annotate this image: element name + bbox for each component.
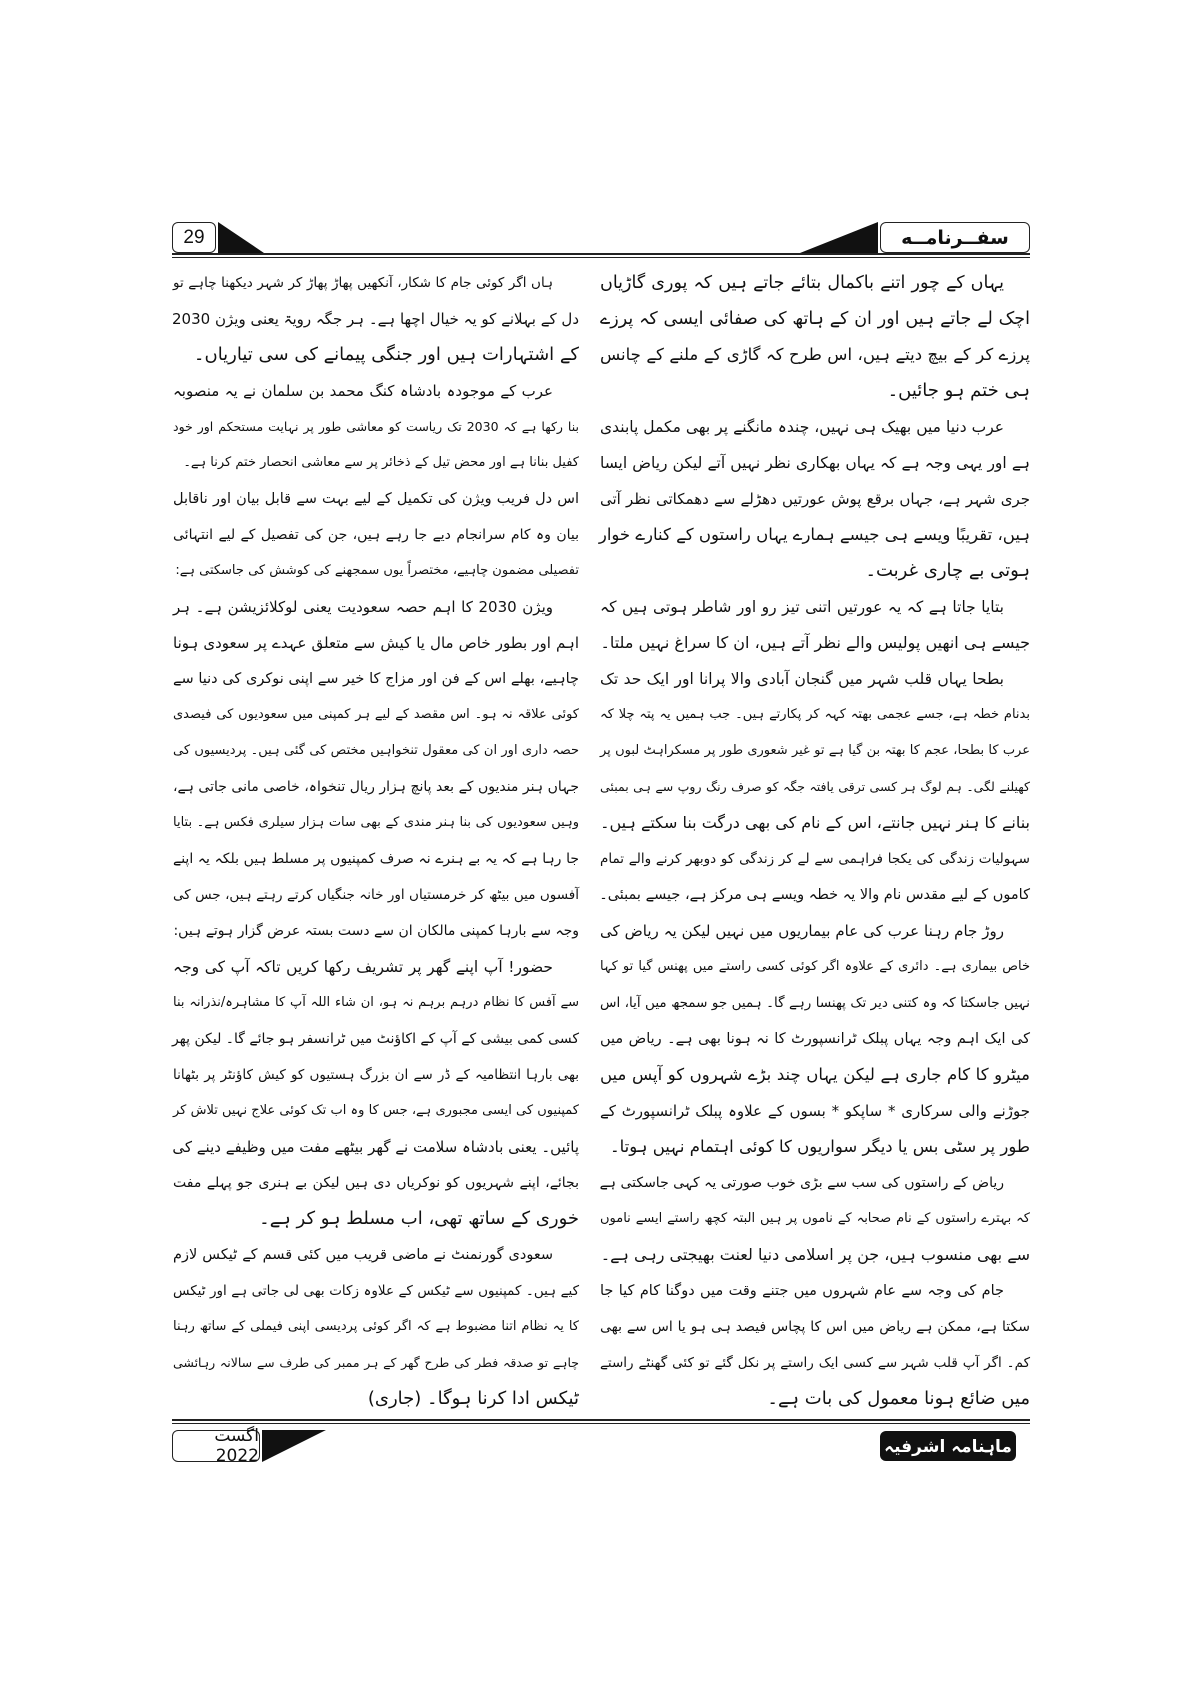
text-line: جا رہا ہے کہ یہ بے ہنرے نہ صرف کمپنیوں پر مسلط ہیں بلکہ یہ اپنے	[173, 851, 579, 867]
text-line: عرب کے موجودہ بادشاہ کنگ محمد بن سلمان نے یہ منصوبہ	[173, 382, 553, 400]
text-line: کم۔ اگر آپ قلب شہر سے کسی ایک راستے پر نکل گئے تو کئی گھنٹے راستے	[600, 1355, 1030, 1371]
footer-rule	[172, 1419, 1030, 1424]
text-line: آفسوں میں بیٹھ کر خرمستیاں اور خانہ جنگیاں کرتے رہتے ہیں، جس کی	[173, 887, 579, 903]
text-line: سے بھی منسوب ہیں، جن پر اسلامی دنیا لعنت بھیجتی رہی ہے۔	[600, 1245, 1030, 1264]
text-line: روڑ جام رہنا عرب کی عام بیماریوں میں نہیں لیکن یہ ریاض کی	[600, 922, 1004, 940]
text-line: کیے ہیں۔ کمپنیوں سے ٹیکس کے علاوہ زکات بھی لی جاتی ہے اور ٹیکس	[173, 1283, 579, 1299]
section-title: سفــرنامــه	[880, 222, 1030, 253]
text-line: کاموں کے لیے مقدس نام والا یہ خطہ ویسے ہی مرکز ہے، جیسے بمبئی۔	[599, 887, 1030, 903]
text-line: ہے اور یہی وجہ ہے کہ یہاں بھکاری نظر نہیں آتے لیکن ریاض ایسا	[600, 454, 1030, 472]
page-number: 29	[172, 222, 216, 253]
right-column	[600, 265, 1030, 1417]
text-line: اہم اور بطور خاص مال یا کیش سے متعلق عہدے پر سعودی ہونا	[173, 634, 579, 652]
text-line: دل کے بہلانے کو یہ خیال اچھا ہے۔ ہر جگہ رویۃ یعنی ویژن 2030	[172, 310, 579, 328]
text-line: کوئی علاقہ نہ ہو۔ اس مقصد کے لیے ہر کمپنی میں سعودیوں کی فیصدی	[173, 707, 579, 722]
issue-date: اگست 2022	[172, 1430, 260, 1462]
text-line: عرب دنیا میں بھیک ہی نہیں، چندہ مانگنے پر بھی مکمل پابندی	[600, 418, 1004, 436]
text-line: بدنام خطہ ہے، جسے عجمی بھتہ کہہ کر پکارتے ہیں۔ جب ہمیں یہ پتہ چلا کہ	[600, 707, 1030, 722]
text-line: ہوتی بے چاری غربت۔	[865, 560, 1030, 581]
text-line: ریاض کے راستوں کی سب سے بڑی خوب صورتی یہ کہی جاسکتی ہے	[599, 1175, 1004, 1191]
text-line: بیان وہ کام سرانجام دیے جا رہے ہیں، جن کی تفصیل کے لیے انتہائی	[173, 527, 579, 543]
text-line: کفیل بنانا ہے اور محض تیل کے ذخائر پر سے معاشی انحصار ختم کرنا ہے۔	[183, 455, 579, 470]
text-line: بتایا جاتا ہے کہ یہ عورتیں اتنی تیز رو اور شاطر ہوتی ہیں کہ	[600, 598, 1004, 616]
header-rule	[172, 253, 1030, 258]
text-line: تفصیلی مضمون چاہیے، مختصراً یوں سمجھنے کی کوشش کی جاسکتی ہے:	[175, 563, 579, 578]
text-line: چاہیے، بھلے اس کے فن اور مزاج کا خیر سے اپنی نوکری کی دنیا سے	[173, 671, 579, 687]
text-line: پرزے کر کے بیچ دیتے ہیں، اس طرح کہ گاڑی کے ملنے کے چانس	[600, 345, 1030, 364]
footer-wedge	[262, 1430, 326, 1462]
text-line: کے اشتہارات ہیں اور جنگی پیمانے کی سی تیاریاں۔	[193, 344, 579, 365]
text-line: خاص بیماری ہے۔ دائری کے علاوہ اگر کوئی کسی راستے میں پھنس گیا تو کہا	[600, 959, 1030, 974]
text-line: جیسے ہی انھیں پولیس والے نظر آتے ہیں، ان کا سراغ نہیں ملتا۔	[600, 633, 1030, 652]
text-line: بجائے، اپنے شہریوں کو نوکریاں دی ہیں لیکن بے ہنری جو پہلے مفت	[173, 1175, 579, 1191]
text-line: بھی بارہا انتظامیہ کے ڈر سے ان بزرگ ہستیوں کو کیش کاؤنٹر پر بٹھانا	[173, 1067, 579, 1083]
text-line: طور پر سٹی بس یا دیگر سواریوں کا کوئی اہتمام نہیں ہوتا۔	[609, 1137, 1030, 1156]
text-line: کہ بہترے راستوں کے نام صحابہ کے ناموں پر ہیں البتہ کچھ راستے ایسے ناموں	[600, 1211, 1030, 1226]
text-line: وہیں سعودیوں کی بنا ہنر مندی کے بھی سات ہزار سیلری فکس ہے۔ بتایا	[173, 815, 579, 830]
text-line: سکتا ہے، ممکن ہے ریاض میں اس کا پچاس فیصد ہی ہو یا اس سے بھی	[600, 1319, 1030, 1335]
text-line: بطحا یہاں قلب شہر میں گنجان آبادی والا پرانا اور ایک حد تک	[600, 670, 1004, 688]
text-line: نہیں جاسکتا کہ وہ کتنی دیر تک پھنسا رہے گا۔ ہمیں جو سمجھ میں آیا، اس	[600, 995, 1030, 1011]
text-line: میں ضائع ہونا معمول کی بات ہے۔	[767, 1388, 1030, 1409]
text-line: جری شہر ہے، جہاں برقع پوش عورتیں دھڑلے سے دھمکاتی نظر آتی	[600, 490, 1030, 508]
header-right-wedge	[800, 222, 878, 253]
text-line: حصہ داری اور ان کی معقول تنخواہیں مختص کی گئی ہیں۔ پردیسیوں کی	[173, 743, 579, 758]
text-line: عرب کا بطحا، عجم کا بھتہ بن گیا ہے تو غیر شعوری طور پر مسکراہٹ لبوں پر	[600, 743, 1030, 758]
text-line: خوری کے ساتھ تھی، اب مسلط ہو کر ہے۔	[259, 1208, 579, 1229]
text-line: یہاں کے چور اتنے باکمال بتائے جاتے ہیں کہ پوری گاڑیاں	[600, 273, 1004, 293]
text-line: جہاں ہنر مندیوں کے بعد پانچ ہزار ریال تنخواہ، خاصی مانی جاتی ہے،	[173, 779, 579, 795]
text-line: سہولیات زندگی کی یکجا فراہمی سے لے کر زندگی کو دوبھر کرنے والے تمام	[600, 851, 1030, 867]
text-line: سے آفس کا نظام درہم برہم نہ ہو، ان شاء اللہ آپ کا مشاہرہ/نذرانہ بنا	[173, 995, 579, 1010]
text-line: ہی ختم ہو جائیں۔	[887, 380, 1030, 401]
text-line: اچک لے جاتے ہیں اور ان کے ہاتھ کی صفائی ایسی کہ پرزے	[600, 309, 1030, 329]
text-line: حضور! آپ اپنے گھر پر تشریف رکھا کریں تاکہ آپ کی وجہ	[173, 958, 553, 976]
header-left-wedge	[218, 222, 264, 253]
text-line: بنانے کا ہنر نہیں جانتے، اس کے نام کی بھی درگت بنا سکتے ہیں۔	[600, 813, 1030, 832]
text-line: وجہ سے بارہا کمپنی مالکان ان سے دست بستہ عرض گزار ہوتے ہیں:	[173, 923, 579, 939]
text-line: ہیں، تقریبًا ویسے ہی جیسے ہمارے یہاں راستوں کے کنارے خوار	[598, 525, 1030, 544]
text-line: اس دل فریب ویژن کی تکمیل کے لیے بہت سے قابل بیان اور ناقابل	[173, 491, 579, 507]
text-line: سعودی گورنمنٹ نے ماضی قریب میں کئی قسم کے ٹیکس لازم	[173, 1247, 553, 1263]
text-line: کمپنیوں کی ایسی مجبوری ہے، جس کا وہ اب تک کوئی علاج نہیں تلاش کر	[173, 1103, 579, 1118]
left-column	[173, 265, 579, 1417]
text-line: میٹرو کا کام جاری ہے لیکن یہاں چند بڑے شہروں کو آپس میں	[600, 1065, 1030, 1084]
text-line: کا یہ نظام اتنا مضبوط ہے کہ اگر کوئی پردیسی اپنی فیملی کے ساتھ رہنا	[173, 1319, 579, 1334]
text-line: کسی کمی بیشی کے آپ کے اکاؤنٹ میں ٹرانسفر ہو جائے گا۔ لیکن پھر	[171, 1031, 579, 1047]
text-line: ہاں اگر کوئی جام کا شکار، آنکھیں پھاڑ پھاڑ کر شہر دیکھنا چاہے تو	[173, 275, 553, 291]
text-line: جوڑنے والی سرکاری * ساپکو * بسوں کے علاوہ پبلک ٹرانسپورٹ کے	[600, 1102, 1030, 1120]
text-line: کی ایک اہم وجہ یہاں پبلک ٹرانسپورٹ کا نہ ہونا بھی ہے۔ ریاض میں	[600, 1031, 1030, 1047]
text-line: ویژن 2030 کا اہم حصہ سعودیت یعنی لوکلائزیشن ہے۔ ہر	[173, 598, 553, 616]
text-line: کھیلنے لگی۔ ہم لوگ ہر کسی ترقی یافتہ جگہ کو صرف رنگ روپ سے ہی بمبئی	[600, 779, 1030, 794]
text-line: جام کی وجہ سے عام شہروں میں جتنے وقت میں دوگنا کام کیا جا	[600, 1283, 1004, 1299]
text-line: چاہے تو صدقہ فطر کی طرح گھر کے ہر ممبر کی طرف سے سالانہ رہائشی	[173, 1355, 579, 1370]
magazine-name: ماہنامہ اشرفیہ	[880, 1431, 1016, 1461]
text-line: ٹیکس ادا کرنا ہوگا۔ (جاری)	[367, 1388, 579, 1409]
text-line: بنا رکھا ہے کہ 2030 تک ریاست کو معاشی طور پر نہایت مستحکم اور خود	[173, 419, 579, 434]
text-line: پائیں۔ یعنی بادشاہ سلامت نے گھر بیٹھے مفت میں وظیفے دینے کی	[172, 1138, 579, 1156]
